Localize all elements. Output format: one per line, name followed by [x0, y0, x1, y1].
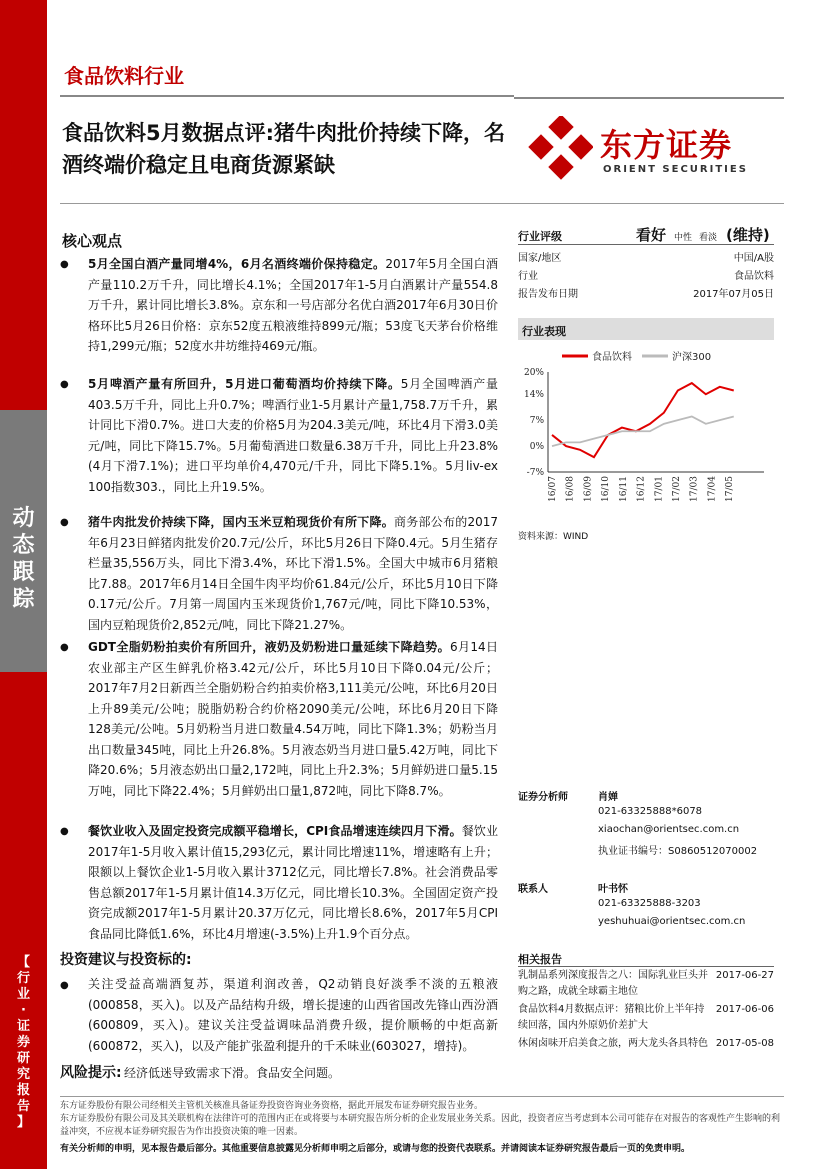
footer-disclaimer: 东方证券股份有限公司及其关联机构在法律许可的范围内正在或将要与本研究报告所分析的企业发展业务关系。因此，投资者应当考虑到本公司可能存在对报告的客观性产生影响的利益冲突，不应视本证券研究报告为作出投资决策的唯一因素。 [60, 1114, 781, 1137]
core-paragraph: 5月全国白酒产量同增4%，6月名酒终端价保持稳定。2017年5月全国白酒产量110.2万千升，同比增长4.1%；全国2017年1-5月白酒累计产量554.8万千升，累计同比增长3.8%。京东和一号店部分名优白酒2017年6月30日价格环比5月26日价格：京东52度五粮液维持899元/瓶；53度飞天茅台价格维持1,299元/瓶；52度水井坊维持469元/瓶。 [88, 257, 498, 353]
y-tick-label: 7% [529, 416, 544, 427]
bullet-icon: ● [60, 379, 69, 390]
core-paragraph: 餐饮业收入及固定投资完成额平稳增长，CPI食品增速连续四月下滑。餐饮业2017年1-5月收入累计值15,293亿元，累计同比增速11%，增速略有上升；限额以上餐饮企业1-5月收入累计3712亿元，同比增长7.8%。社会消费品零售总额2017年1-5月累计值14.3万亿元，同比增长10.3%。全国固定资产投资完成额2017年1-5月累计20.37万亿元，同比增长8.6%，2017年5月CPI食品同比降低1.6%，环比4月增速(-3.5%)上升1.9个百分点。 [88, 824, 498, 941]
x-tick-label: 16/09 [583, 476, 594, 502]
logo-text-en: ORIENT SECURITIES [603, 164, 748, 175]
contact-email[interactable]: yeshuhuai@orientsec.com.cn [598, 916, 746, 927]
rating-option: 中性 [674, 233, 693, 243]
rating-maintain: (维持) [726, 226, 770, 244]
bullet-icon: ● [60, 980, 69, 991]
logo-text-cn: 东方证券 [600, 126, 733, 164]
analyst-name: 肖婵 [598, 792, 618, 803]
invest-paragraph: 关注受益高端酒复苏，渠道利润改善，Q2动销良好淡季不淡的五粮液(000858，买入)。以及产品结构升级，增长提速的山西省国改先锋山西汾酒(600809，买入)。建议关注受益调味品消费升级，提价顺畅的中炬高新(600872，买入)，以及产能扩张盈利提升的千禾味业(603027，增持)。 [88, 977, 498, 1053]
section-heading-core: 核心观点 [62, 232, 123, 250]
bullet-icon: ● [60, 517, 69, 528]
related-report-item[interactable]: 休闲卤味开启美食之旅，两大龙头各具特色 2017-05-08 [518, 1038, 774, 1049]
company-logo-icon [528, 116, 593, 181]
x-tick-label: 16/12 [636, 476, 647, 502]
divider [518, 966, 774, 967]
bullet-icon: ● [60, 642, 69, 653]
footer-disclaimer: 东方证券股份有限公司经相关主管机关核准具备证券投资咨询业务资格，据此开展发布证券研究报告业务。 [60, 1101, 484, 1111]
section-heading-invest: 投资建议与投资标的: [60, 952, 192, 968]
related-reports-title: 相关报告 [518, 953, 562, 966]
x-tick-label: 17/02 [672, 476, 683, 502]
chart-source: 资料来源：WIND [518, 532, 589, 542]
core-paragraph: 猪牛肉批发价持续下降，国内玉米豆粕现货价有所下降。商务部公布的2017年6月23日鲜猪肉批发价20.7元/公斤，环比5月26日下降0.4元。5月生猪存栏量35,556万头，同比下滑3.4%，环比下滑1.5%。全国大中城市6月猪粮比7.88。2017年6月14日全国牛肉平均价61.84元/公斤，环比5月10日下降0.17元/公斤。7月第一周国内玉米现货价1,767元/吨，同比下降10.53%，国内豆粕现货价2,852元/吨，同比下降21.27%。 [88, 515, 498, 632]
report-title: 食品饮料5月数据点评:猪牛肉批价持续下降，名酒终端价稳定且电商货源紧缺 [62, 121, 506, 177]
x-tick-label: 16/08 [565, 476, 576, 502]
related-report-item[interactable]: 乳制品系列深度报告之八：国际乳业巨头并购之路，成就全球霸主地位 2017-06-27 [518, 970, 774, 997]
info-row: 报告发布日期 2017年07月05日 [518, 289, 774, 300]
bullet-icon: ● [60, 259, 69, 270]
x-tick-label: 17/01 [654, 476, 665, 502]
core-paragraph: 5月啤酒产量有所回升，5月进口葡萄酒均价持续下降。5月全国啤酒产量403.5万千升，同比上升0.7%；啤酒行业1-5月累计产量1,758.7万千升，累计同比下滑0.7%。进口大麦的价格5月为204.3美元/吨，环比4月下滑3.0美元/吨，同比下降15.7%。5月葡萄酒进口数量6.38万千升，同比上升23.8%(4月下滑7.1%)；进口平均单价4,470元/千升，同比下降5.1%。5月liv-ex 100指数303.，同比上升19.5%。 [88, 377, 498, 494]
x-tick-label: 17/04 [707, 476, 718, 502]
y-tick-label: -7% [526, 468, 544, 478]
analyst-phone: 021-63325888*6078 [598, 806, 703, 817]
rating-option: 看淡 [699, 233, 718, 243]
analyst-email[interactable]: xiaochan@orientsec.com.cn [598, 824, 740, 835]
contact-role: 联系人 [518, 884, 548, 895]
sidebar-label-main: 动 态 跟 踪 [12, 506, 35, 612]
contact-name: 叶书怀 [598, 884, 628, 895]
x-tick-label: 17/03 [689, 476, 700, 502]
divider [60, 203, 784, 204]
divider [60, 95, 514, 97]
y-tick-label: 14% [523, 390, 544, 401]
divider [514, 97, 784, 99]
divider [518, 244, 774, 245]
core-paragraph: GDT全脂奶粉拍卖价有所回升，液奶及奶粉进口量延续下降趋势。6月14日农业部主产区生鲜乳价格3.42元/公斤，环比5月10日下降0.04元/公斤；2017年7月2日新西兰全脂奶粉合约拍卖价格3,111美元/公吨，环比6月20日上升89美元/公吨；脱脂奶粉合约价格2090美元/公吨，环比6月20日下降128美元/公吨。5月奶粉当月进口数量4.54万吨，同比下降1.3%；奶粉当月出口数量345吨，同比上升26.8%。5月液态奶当月进口量5.42万吨，同比下降20.6%；5月液态奶出口量2,172吨，同比上升2.3%；5月鲜奶进口量5.15万吨，同比下降22.4%；5月鲜奶出口量1,872吨，同比下降8.7%。 [88, 640, 499, 798]
related-report-item[interactable]: 食品饮料4月数据点评：猪粮比价上半年持续回落，国内外原奶价差扩大 2017-06-06 [518, 1004, 774, 1031]
legend-label: 沪深300 [672, 352, 712, 363]
analyst-cert: 执业证书编号：S0860512070002 [598, 846, 758, 857]
risk-text: 经济低迷导致需求下滑。食品安全问题。 [124, 1066, 341, 1080]
x-tick-label: 16/10 [601, 476, 612, 502]
footer-notice: 有关分析师的申明，见本报告最后部分。其他重要信息披露见分析师申明之后部分，或请与您的投资代表联系。并请阅读本证券研究报告最后一页的免责申明。 [60, 1144, 691, 1154]
performance-chart [518, 344, 774, 524]
x-tick-label: 16/07 [548, 476, 558, 502]
divider [60, 1096, 784, 1097]
y-tick-label: 0% [529, 442, 544, 453]
series-line [552, 383, 734, 457]
x-tick-label: 16/11 [618, 476, 629, 502]
y-tick-label: 20% [523, 368, 544, 378]
bullet-icon: ● [60, 826, 69, 837]
performance-header: 行业表现 [518, 318, 774, 340]
info-row: 国家/地区 中国/A股 [518, 253, 774, 264]
section-heading-risk: 风险提示: [60, 1065, 122, 1081]
rating-label: 行业评级 [518, 230, 562, 243]
contact-phone: 021-63325888-3203 [598, 898, 701, 909]
sidebar-label-sub: 【 行 业 · 证 券 研 究 报 告 】 [16, 955, 30, 1130]
analyst-role: 证券分析师 [518, 792, 568, 803]
series-line [552, 416, 734, 446]
rating-value: 看好 [636, 226, 667, 244]
legend-label: 食品饮料 [592, 352, 632, 363]
info-row: 行业 食品饮料 [518, 271, 774, 282]
x-tick-label: 17/05 [725, 476, 736, 502]
sector-label: 食品饮料行业 [64, 64, 184, 88]
